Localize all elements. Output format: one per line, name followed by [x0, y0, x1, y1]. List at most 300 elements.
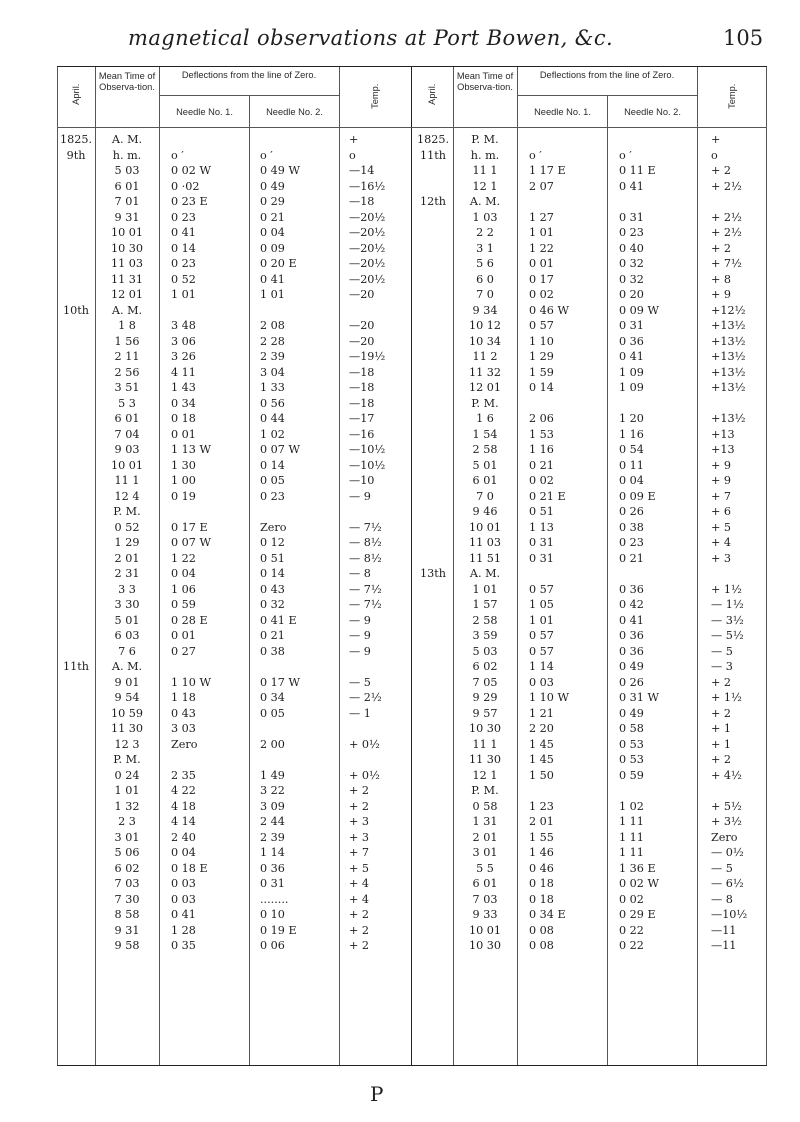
row-time: 11 1	[472, 737, 498, 751]
row-temp: — 1	[349, 706, 371, 720]
row-needle-1: 0 03	[529, 675, 554, 689]
row-needle-1: 0 14	[529, 381, 554, 394]
table-row	[57, 210, 767, 226]
table-row	[57, 272, 767, 288]
row-time: 1 31	[472, 815, 498, 828]
row-time: 3 59	[472, 629, 498, 642]
row-time: 7 30	[114, 892, 140, 906]
row-time: 0 52	[114, 520, 140, 534]
row-time: 6 01	[114, 179, 140, 193]
row-needle-1: 0 52	[171, 272, 196, 286]
row-time: 1 57	[472, 598, 498, 611]
row-time: P. M.	[113, 753, 141, 766]
row-needle-1: 2 01	[529, 815, 554, 828]
row-needle-2: 0 05	[260, 474, 285, 487]
row-needle-2: 0 49	[260, 179, 285, 193]
row-temp: + 4½	[711, 768, 742, 782]
row-needle-1: 3 48	[171, 319, 196, 332]
table-row	[57, 489, 767, 505]
row-needle-2: 0 41	[619, 179, 644, 193]
row-time: 7 03	[472, 892, 498, 906]
row-time: 7 6	[118, 644, 136, 658]
row-time: A. M.	[469, 567, 501, 580]
row-temp: o	[349, 148, 356, 162]
row-needle-1: 0 02 W	[171, 164, 211, 177]
row-time: 8 58	[114, 908, 140, 921]
table-row	[57, 659, 767, 675]
row-temp: —19½	[349, 350, 386, 363]
row-time: 1 01	[114, 784, 140, 797]
row-needle-2: 1 09	[619, 365, 644, 379]
table-row	[57, 318, 767, 334]
row-temp: —20½	[349, 257, 386, 270]
row-time: 7 03	[114, 877, 140, 890]
row-needle-2: 0 22	[619, 939, 644, 952]
row-needle-2: 0 04	[619, 474, 644, 487]
row-needle-2: 0 51	[260, 551, 285, 565]
row-needle-2: 0 31	[619, 210, 644, 224]
row-needle-1: 0 ·02	[171, 179, 200, 193]
row-needle-1: 0 57	[529, 629, 554, 642]
row-needle-1: 0 08	[529, 923, 554, 937]
row-needle-1: 0 31	[529, 536, 554, 549]
row-needle-1: 1 46	[529, 846, 554, 859]
row-temp: +13	[711, 427, 735, 441]
row-needle-2: 0 32	[260, 598, 285, 611]
row-temp: + 3	[349, 815, 370, 828]
table-row	[57, 194, 767, 210]
row-temp: + 1	[711, 737, 732, 751]
row-time: 1 01	[472, 582, 498, 596]
row-time: 5 03	[114, 164, 140, 177]
table-row	[57, 380, 767, 396]
row-needle-2: 0 22	[619, 923, 644, 937]
row-needle-1: 2 20	[529, 722, 554, 735]
row-time: 2 3	[118, 815, 136, 828]
row-needle-2: 0 21	[260, 210, 285, 224]
row-needle-1: o ′	[171, 148, 184, 162]
row-needle-2: 0 20 E	[260, 257, 297, 270]
row-needle-1: 0 34	[171, 396, 196, 410]
row-time: 7 01	[114, 195, 140, 208]
row-needle-2: 1 20	[619, 412, 644, 425]
row-needle-2: 0 32	[619, 272, 644, 286]
row-needle-1: 1 28	[171, 923, 196, 937]
row-needle-2: 1 14	[260, 846, 285, 859]
row-needle-1: 0 23 E	[171, 195, 208, 208]
row-needle-1: 1 50	[529, 768, 554, 782]
row-time: 11 51	[468, 551, 502, 565]
table-row	[57, 721, 767, 737]
row-needle-2: 0 29	[260, 195, 285, 208]
row-time: 1 6	[476, 412, 494, 425]
row-temp: + 2	[711, 706, 732, 720]
row-time: 6 02	[114, 861, 140, 875]
row-temp: — 9	[349, 489, 371, 503]
row-date: 12th	[420, 195, 446, 208]
row-temp: + 2	[711, 241, 732, 255]
row-temp: + 5	[711, 520, 732, 534]
row-time: 2 11	[114, 350, 140, 363]
row-time: 5 5	[476, 861, 494, 875]
row-temp: +13½	[711, 350, 746, 363]
row-time: 10 01	[110, 458, 144, 472]
row-needle-1: 0 07 W	[171, 536, 211, 549]
row-temp: + 2	[711, 164, 732, 177]
row-needle-1: 0 02	[529, 474, 554, 487]
row-temp: +13½	[711, 381, 746, 394]
row-time: 11 30	[110, 722, 144, 735]
row-needle-1: 1 01	[529, 613, 554, 627]
row-temp: + 2	[349, 908, 370, 921]
row-time: 6 01	[472, 877, 498, 890]
row-needle-2: 0 09 E	[619, 489, 656, 503]
row-temp: + 5½	[711, 799, 742, 813]
row-time: 10 01	[468, 923, 502, 937]
row-time: A. M.	[469, 195, 501, 208]
row-temp: + 8	[711, 272, 732, 286]
row-needle-2: 0 20	[619, 288, 644, 301]
row-needle-1: 1 22	[529, 241, 554, 255]
row-temp: +13½	[711, 334, 746, 348]
row-time: 7 04	[114, 427, 140, 441]
row-time: 9 03	[114, 443, 140, 456]
row-needle-2: 0 23	[619, 536, 644, 549]
row-temp: —10	[349, 474, 375, 487]
row-needle-1: 0 02	[529, 288, 554, 301]
row-temp: + 2½	[711, 226, 742, 239]
row-temp: — 8	[349, 567, 371, 580]
row-needle-1: 1 10 W	[171, 675, 211, 689]
row-temp: + 3	[349, 830, 370, 844]
row-time: P. M.	[471, 396, 499, 410]
row-needle-1: 1 55	[529, 830, 554, 844]
row-needle-1: 0 03	[171, 892, 196, 906]
row-needle-1: 1 53	[529, 427, 554, 441]
row-needle-2: 2 39	[260, 350, 285, 363]
row-temp: + 2	[349, 939, 370, 952]
row-time: 5 06	[114, 846, 140, 859]
row-time: 3 51	[114, 381, 140, 394]
row-temp: + 4	[349, 892, 370, 906]
table-row	[57, 473, 767, 489]
row-temp: +13	[711, 443, 735, 456]
table-row	[57, 876, 767, 892]
row-needle-2: 2 44	[260, 815, 285, 828]
row-time: h. m.	[470, 148, 500, 162]
row-time: 3 3	[118, 582, 136, 596]
rule	[57, 127, 767, 128]
row-temp: + 4	[349, 877, 370, 890]
row-needle-2: 1 11	[619, 830, 644, 844]
row-needle-1: 0 27	[171, 644, 196, 658]
row-date: 10th	[63, 303, 89, 317]
row-needle-2: 0 42	[619, 598, 644, 611]
row-date: 13th	[420, 567, 446, 580]
row-needle-1: 4 14	[171, 815, 196, 828]
row-temp: + 2	[349, 799, 370, 813]
header-needle-1-2: Needle No. 1.	[534, 107, 591, 117]
row-time: 11 31	[110, 272, 144, 286]
row-time: 0 58	[472, 799, 498, 813]
row-date: 1825.	[59, 133, 93, 146]
row-time: 9 58	[114, 939, 140, 952]
row-time: 3 01	[114, 830, 140, 844]
row-needle-2: 0 41 E	[260, 613, 297, 627]
row-temp: — 3	[711, 660, 733, 673]
row-temp: + 7½	[711, 257, 742, 270]
row-needle-2: 0 14	[260, 458, 285, 472]
row-time: 7 05	[472, 675, 498, 689]
row-temp: — 2½	[349, 691, 382, 704]
row-time: 9 34	[472, 303, 498, 317]
row-temp: + 9	[711, 458, 732, 472]
row-needle-1: 1 59	[529, 365, 554, 379]
row-needle-2: 0 06	[260, 939, 285, 952]
row-needle-2: 0 54	[619, 443, 644, 456]
table-row	[57, 768, 767, 784]
row-temp: + 9	[711, 474, 732, 487]
row-needle-2: 0 49 W	[260, 164, 300, 177]
row-needle-1: 0 41	[171, 908, 196, 921]
row-needle-1: 0 17	[529, 272, 554, 286]
row-time: 12 01	[110, 288, 144, 301]
row-needle-1: 1 29	[529, 350, 554, 363]
row-temp: + 7	[349, 846, 370, 859]
row-temp: —18	[349, 381, 375, 394]
row-time: 10 30	[468, 939, 502, 952]
row-date: 11th	[63, 660, 89, 673]
row-temp: —20½	[349, 210, 386, 224]
row-needle-1: 1 13	[529, 520, 554, 534]
row-temp: — 0½	[711, 846, 744, 859]
row-needle-2: 0 38	[619, 520, 644, 534]
row-time: 1 29	[114, 536, 140, 549]
row-temp: —20	[349, 334, 375, 348]
header-mean-time-2: Mean Time of Observa-tion.	[456, 71, 514, 92]
row-temp: —11	[711, 923, 737, 937]
row-temp: —20	[349, 288, 375, 301]
table-row	[57, 861, 767, 877]
row-needle-1: Zero	[171, 737, 198, 751]
page-number: 105	[723, 26, 764, 50]
row-needle-2: 0 36	[619, 334, 644, 348]
table-row	[57, 365, 767, 381]
row-needle-1: 1 01	[171, 288, 196, 301]
row-time: 9 01	[114, 675, 140, 689]
table-row	[57, 675, 767, 691]
row-needle-1: 0 57	[529, 319, 554, 332]
row-needle-2: 0 53	[619, 737, 644, 751]
row-temp: — 5	[711, 644, 733, 658]
row-time: 6 01	[472, 474, 498, 487]
running-head	[0, 26, 800, 56]
row-temp: — 7½	[349, 582, 382, 596]
row-time: 7 0	[476, 489, 494, 503]
table-row	[57, 814, 767, 830]
header-needle-2: Needle No. 2.	[266, 107, 323, 117]
row-time: 2 58	[472, 443, 498, 456]
row-time: 2 01	[472, 830, 498, 844]
row-needle-1: 0 19	[171, 489, 196, 503]
row-needle-1: 2 06	[529, 412, 554, 425]
row-temp: —20½	[349, 226, 386, 239]
table-row	[57, 349, 767, 365]
row-time: 2 2	[476, 226, 494, 239]
row-needle-2: 0 58	[619, 722, 644, 735]
row-needle-1: 1 23	[529, 799, 554, 813]
row-temp: +	[711, 133, 721, 146]
row-temp: Zero	[711, 830, 738, 844]
row-needle-1: 0 51	[529, 505, 554, 518]
row-needle-2: 1 16	[619, 427, 644, 441]
table-row	[57, 303, 767, 319]
row-needle-2: o ′	[260, 148, 273, 162]
row-time: A. M.	[111, 303, 143, 317]
row-needle-2: 0 21	[260, 629, 285, 642]
row-needle-1: 0 04	[171, 846, 196, 859]
row-needle-2: 0 40	[619, 241, 644, 255]
table-row	[57, 938, 767, 954]
table-row	[57, 241, 767, 257]
row-needle-2: 2 00	[260, 737, 285, 751]
row-time: 10 30	[110, 241, 144, 255]
row-needle-1: 1 43	[171, 381, 196, 394]
table-row	[57, 504, 767, 520]
row-needle-2: 2 39	[260, 830, 285, 844]
row-time: 9 31	[114, 923, 140, 937]
row-needle-1: 1 22	[171, 551, 196, 565]
row-temp: +13½	[711, 412, 746, 425]
row-needle-2: 0 23	[619, 226, 644, 239]
row-needle-1: 4 22	[171, 784, 196, 797]
row-temp: + 2½	[711, 179, 742, 193]
table-row	[57, 256, 767, 272]
table-row	[57, 892, 767, 908]
table-row	[57, 535, 767, 551]
row-needle-1: 0 34 E	[529, 908, 566, 921]
row-needle-1: 0 03	[171, 877, 196, 890]
row-time: 12 3	[114, 737, 140, 751]
row-needle-1: 0 31	[529, 551, 554, 565]
row-temp: + 1	[711, 722, 732, 735]
row-needle-1: 1 21	[529, 706, 554, 720]
row-time: 9 54	[114, 691, 140, 704]
row-time: 11 32	[468, 365, 502, 379]
row-date: 9th	[66, 148, 86, 162]
row-needle-2: 0 31	[260, 877, 285, 890]
table-row	[57, 458, 767, 474]
row-needle-2: 0 11 E	[619, 164, 656, 177]
row-needle-2: 0 31	[619, 319, 644, 332]
row-needle-2: 0 36	[260, 861, 285, 875]
row-temp: + 4	[711, 536, 732, 549]
table-row	[57, 411, 767, 427]
row-time: P. M.	[471, 133, 499, 146]
row-temp: — 5	[349, 675, 371, 689]
row-needle-2: 0 26	[619, 505, 644, 518]
row-time: 1 03	[472, 210, 498, 224]
row-needle-2: 0 29 E	[619, 908, 656, 921]
row-time: 0 24	[114, 768, 140, 782]
row-needle-1: 1 14	[529, 660, 554, 673]
row-needle-2: 0 02 W	[619, 877, 659, 890]
row-time: 12 4	[114, 489, 140, 503]
row-temp: — 1½	[711, 598, 744, 611]
row-time: 3 1	[476, 241, 494, 255]
row-time: P. M.	[471, 784, 499, 797]
row-time: 5 3	[118, 396, 136, 410]
row-needle-1: 0 01	[529, 257, 554, 270]
row-temp: + 5	[349, 861, 370, 875]
row-temp: — 9	[349, 644, 371, 658]
row-temp: + 7	[711, 489, 732, 503]
row-needle-1: 4 11	[171, 365, 196, 379]
row-needle-2: 0 10	[260, 908, 285, 921]
row-temp: +	[349, 133, 359, 146]
row-needle-1: 0 46 W	[529, 303, 569, 317]
row-needle-1: 1 45	[529, 737, 554, 751]
row-time: 11 2	[472, 350, 498, 363]
row-temp: + 1½	[711, 691, 742, 704]
row-needle-1: 0 18 E	[171, 861, 208, 875]
rule	[517, 95, 697, 96]
row-temp: +13½	[711, 365, 746, 379]
row-time: A. M.	[111, 660, 143, 673]
row-temp: — 5½	[711, 629, 744, 642]
row-needle-2: 0 38	[260, 644, 285, 658]
row-needle-1: 1 06	[171, 582, 196, 596]
table-row	[57, 551, 767, 567]
row-needle-2: 1 09	[619, 381, 644, 394]
row-time: 6 01	[114, 412, 140, 425]
row-temp: —10½	[349, 458, 386, 472]
row-needle-1: 0 23	[171, 257, 196, 270]
row-time: P. M.	[113, 505, 141, 518]
row-needle-2: 0 49	[619, 660, 644, 673]
row-temp: —14	[349, 164, 375, 177]
table-row	[57, 737, 767, 753]
row-needle-1: 1 00	[171, 474, 196, 487]
row-needle-1: 0 01	[171, 427, 196, 441]
row-temp: —10½	[711, 908, 748, 921]
row-temp: +12½	[711, 303, 746, 317]
row-needle-1: 0 17 E	[171, 520, 208, 534]
row-needle-2: 0 26	[619, 675, 644, 689]
row-needle-1: 1 05	[529, 598, 554, 611]
row-temp: — 8	[711, 892, 733, 906]
row-needle-2: 0 59	[619, 768, 644, 782]
row-temp: —10½	[349, 443, 386, 456]
header-temp-2: Temp.	[726, 83, 737, 109]
row-time: 11 03	[468, 536, 502, 549]
row-temp: + 0½	[349, 768, 380, 782]
row-time: 1 54	[472, 427, 498, 441]
table-row	[57, 628, 767, 644]
row-temp: + 6	[711, 505, 732, 518]
page-title: magnetical observations at Port Bowen, &c.	[128, 26, 614, 50]
table-row	[57, 396, 767, 412]
row-needle-1: 1 27	[529, 210, 554, 224]
row-needle-2: 0 41	[260, 272, 285, 286]
row-time: 6 02	[472, 660, 498, 673]
row-temp: —16	[349, 427, 375, 441]
row-temp: — 7½	[349, 598, 382, 611]
row-temp: —11	[711, 939, 737, 952]
header-mean-time: Mean Time of Observa-tion.	[98, 71, 156, 92]
row-needle-1: 1 30	[171, 458, 196, 472]
table-row	[57, 287, 767, 303]
